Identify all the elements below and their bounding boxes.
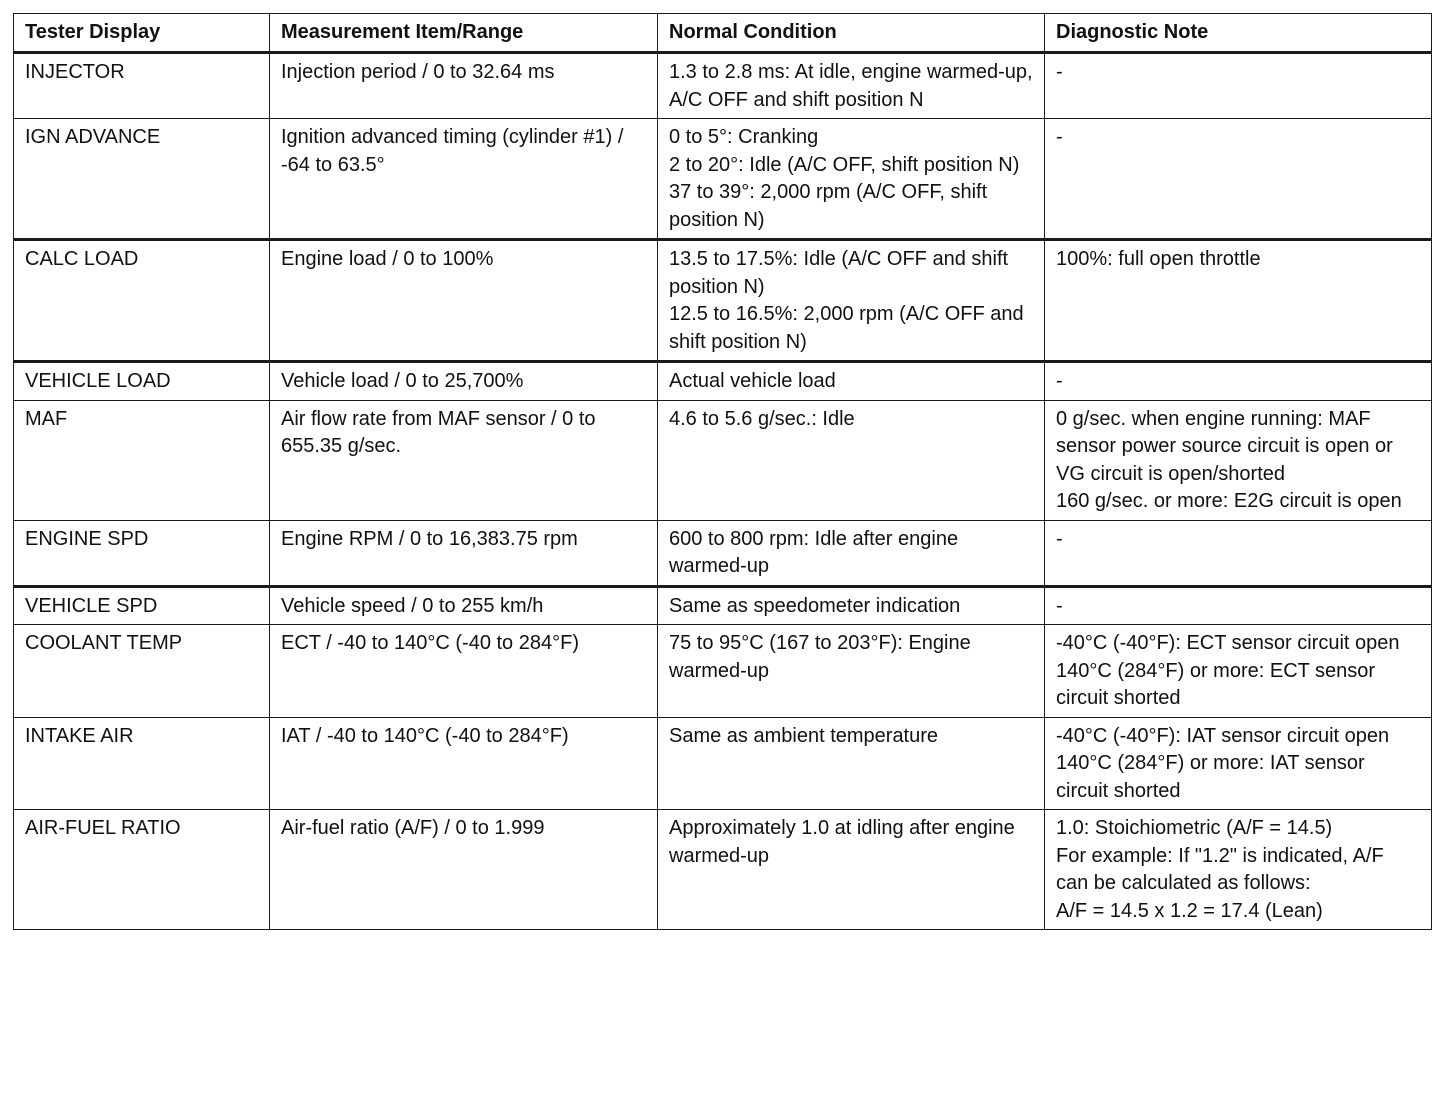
cell-normal-condition: [658, 625, 1045, 718]
table-row: [14, 362, 1432, 401]
cell-tester-display: INTAKE AIR: [14, 717, 270, 810]
table-row: [14, 810, 1432, 930]
cell-tester-display: INJECTOR: [14, 53, 270, 119]
header-diagnostic-note: Diagnostic Note: [1045, 14, 1432, 53]
cell-text-line: 4.6 to 5.6 g/sec.: Idle: [669, 407, 855, 430]
cell-text-line: 0 g/sec. when engine running: MAF sensor power source circuit is open or VG circuit is open/shorted: [1056, 407, 1393, 485]
cell-measurement-item-range: [270, 717, 658, 810]
cell-text-line: Engine RPM / 0 to 16,383.75 rpm: [281, 527, 578, 550]
cell-diagnostic-note: [1045, 53, 1432, 119]
cell-measurement-item-range: [270, 625, 658, 718]
cell-tester-display: MAF: [14, 400, 270, 520]
cell-normal-condition: [658, 717, 1045, 810]
cell-normal-condition: [658, 810, 1045, 930]
table-row: [14, 119, 1432, 240]
cell-measurement-item-range: [270, 362, 658, 401]
table-row: [14, 53, 1432, 119]
cell-text-line: IAT / -40 to 140°C (-40 to 284°F): [281, 724, 569, 747]
cell-text-line: 1.0: Stoichiometric (A/F = 14.5): [1056, 817, 1333, 839]
cell-tester-display: VEHICLE LOAD: [14, 362, 270, 401]
cell-text-line: 100%: full open throttle: [1056, 248, 1261, 270]
cell-measurement-item-range: [270, 586, 658, 625]
cell-text-line: 600 to 800 rpm: Idle after engine warmed-up: [669, 527, 959, 577]
cell-diagnostic-note: [1045, 520, 1432, 586]
cell-normal-condition: [658, 400, 1045, 520]
cell-measurement-item-range: [270, 520, 658, 586]
cell-text-line: 1.3 to 2.8 ms: At idle, engine warmed-up, A/C OFF and shift position N: [669, 61, 1033, 111]
cell-text-line: Air-fuel ratio (A/F) / 0 to 1.999: [281, 817, 545, 839]
cell-diagnostic-note: [1045, 119, 1432, 240]
cell-text-line: Engine load / 0 to 100%: [281, 248, 494, 270]
cell-tester-display: CALC LOAD: [14, 240, 270, 362]
table-row: [14, 520, 1432, 586]
data-list-table: [13, 13, 1432, 930]
cell-measurement-item-range: [270, 810, 658, 930]
table-body: [14, 53, 1432, 930]
header-measurement-item-range: Measurement Item/Range: [270, 14, 658, 53]
cell-tester-display: VEHICLE SPD: [14, 586, 270, 625]
cell-tester-display: AIR-FUEL RATIO: [14, 810, 270, 930]
cell-text-line: Approximately 1.0 at idling after engine warmed-up: [669, 817, 1015, 867]
cell-text-line: A/F = 14.5 x 1.2 = 17.4 (Lean): [1056, 899, 1323, 922]
table-row: [14, 586, 1432, 625]
cell-text-line: Air flow rate from MAF sensor / 0 to 655.35 g/sec.: [281, 407, 596, 457]
cell-text-line: 2 to 20°: Idle (A/C OFF, shift position N): [669, 153, 1020, 176]
cell-text-line: Same as ambient temperature: [669, 724, 939, 747]
cell-text-line: Vehicle load / 0 to 25,700%: [281, 370, 524, 392]
cell-normal-condition: [658, 119, 1045, 240]
cell-text-line: Actual vehicle load: [669, 370, 836, 392]
cell-text-line: 75 to 95°C (167 to 203°F): Engine warmed-up: [669, 632, 971, 682]
cell-text-line: -: [1056, 594, 1063, 617]
cell-diagnostic-note: [1045, 717, 1432, 810]
cell-normal-condition: [658, 520, 1045, 586]
cell-text-line: For example: If "1.2" is indicated, A/F can be calculated as follows:: [1056, 844, 1384, 894]
cell-normal-condition: [658, 240, 1045, 362]
cell-text-line: Injection period / 0 to 32.64 ms: [281, 61, 555, 83]
cell-text-line: 0 to 5°: Cranking: [669, 126, 819, 148]
cell-diagnostic-note: [1045, 240, 1432, 362]
cell-text-line: Ignition advanced timing (cylinder #1) / -64 to 63.5°: [281, 126, 624, 176]
table-row: [14, 400, 1432, 520]
cell-text-line: 160 g/sec. or more: E2G circuit is open: [1056, 490, 1402, 512]
cell-text-line: -40°C (-40°F): ECT sensor circuit open: [1056, 632, 1400, 654]
cell-text-line: 12.5 to 16.5%: 2,000 rpm (A/C OFF and shift position N): [669, 303, 1024, 353]
table-row: [14, 240, 1432, 362]
cell-text-line: 140°C (284°F) or more: ECT sensor circuit shorted: [1056, 659, 1376, 709]
cell-diagnostic-note: [1045, 586, 1432, 625]
table-header: [14, 14, 1432, 53]
cell-text-line: -: [1056, 61, 1063, 83]
document-sheet: [13, 13, 1431, 930]
cell-text-line: Same as speedometer indication: [669, 594, 961, 617]
cell-measurement-item-range: [270, 400, 658, 520]
cell-text-line: 140°C (284°F) or more: IAT sensor circuit shorted: [1056, 752, 1365, 802]
cell-normal-condition: [658, 53, 1045, 119]
header-row: [14, 14, 1432, 53]
header-normal-condition: Normal Condition: [658, 14, 1045, 53]
cell-diagnostic-note: [1045, 810, 1432, 930]
cell-text-line: 13.5 to 17.5%: Idle (A/C OFF and shift position N): [669, 248, 1009, 298]
cell-text-line: 37 to 39°: 2,000 rpm (A/C OFF, shift position N): [669, 181, 988, 231]
cell-text-line: -: [1056, 370, 1063, 392]
cell-tester-display: IGN ADVANCE: [14, 119, 270, 240]
cell-text-line: -: [1056, 126, 1063, 148]
cell-diagnostic-note: [1045, 400, 1432, 520]
cell-text-line: Vehicle speed / 0 to 255 km/h: [281, 594, 544, 617]
cell-tester-display: COOLANT TEMP: [14, 625, 270, 718]
table-row: [14, 625, 1432, 718]
cell-measurement-item-range: [270, 240, 658, 362]
cell-normal-condition: [658, 362, 1045, 401]
cell-tester-display: ENGINE SPD: [14, 520, 270, 586]
header-tester-display: Tester Display: [14, 14, 270, 53]
cell-normal-condition: [658, 586, 1045, 625]
table-row: [14, 717, 1432, 810]
cell-measurement-item-range: [270, 119, 658, 240]
cell-text-line: -40°C (-40°F): IAT sensor circuit open: [1056, 724, 1390, 747]
cell-text-line: -: [1056, 527, 1063, 550]
cell-diagnostic-note: [1045, 625, 1432, 718]
cell-measurement-item-range: [270, 53, 658, 119]
cell-diagnostic-note: [1045, 362, 1432, 401]
cell-text-line: ECT / -40 to 140°C (-40 to 284°F): [281, 632, 579, 654]
